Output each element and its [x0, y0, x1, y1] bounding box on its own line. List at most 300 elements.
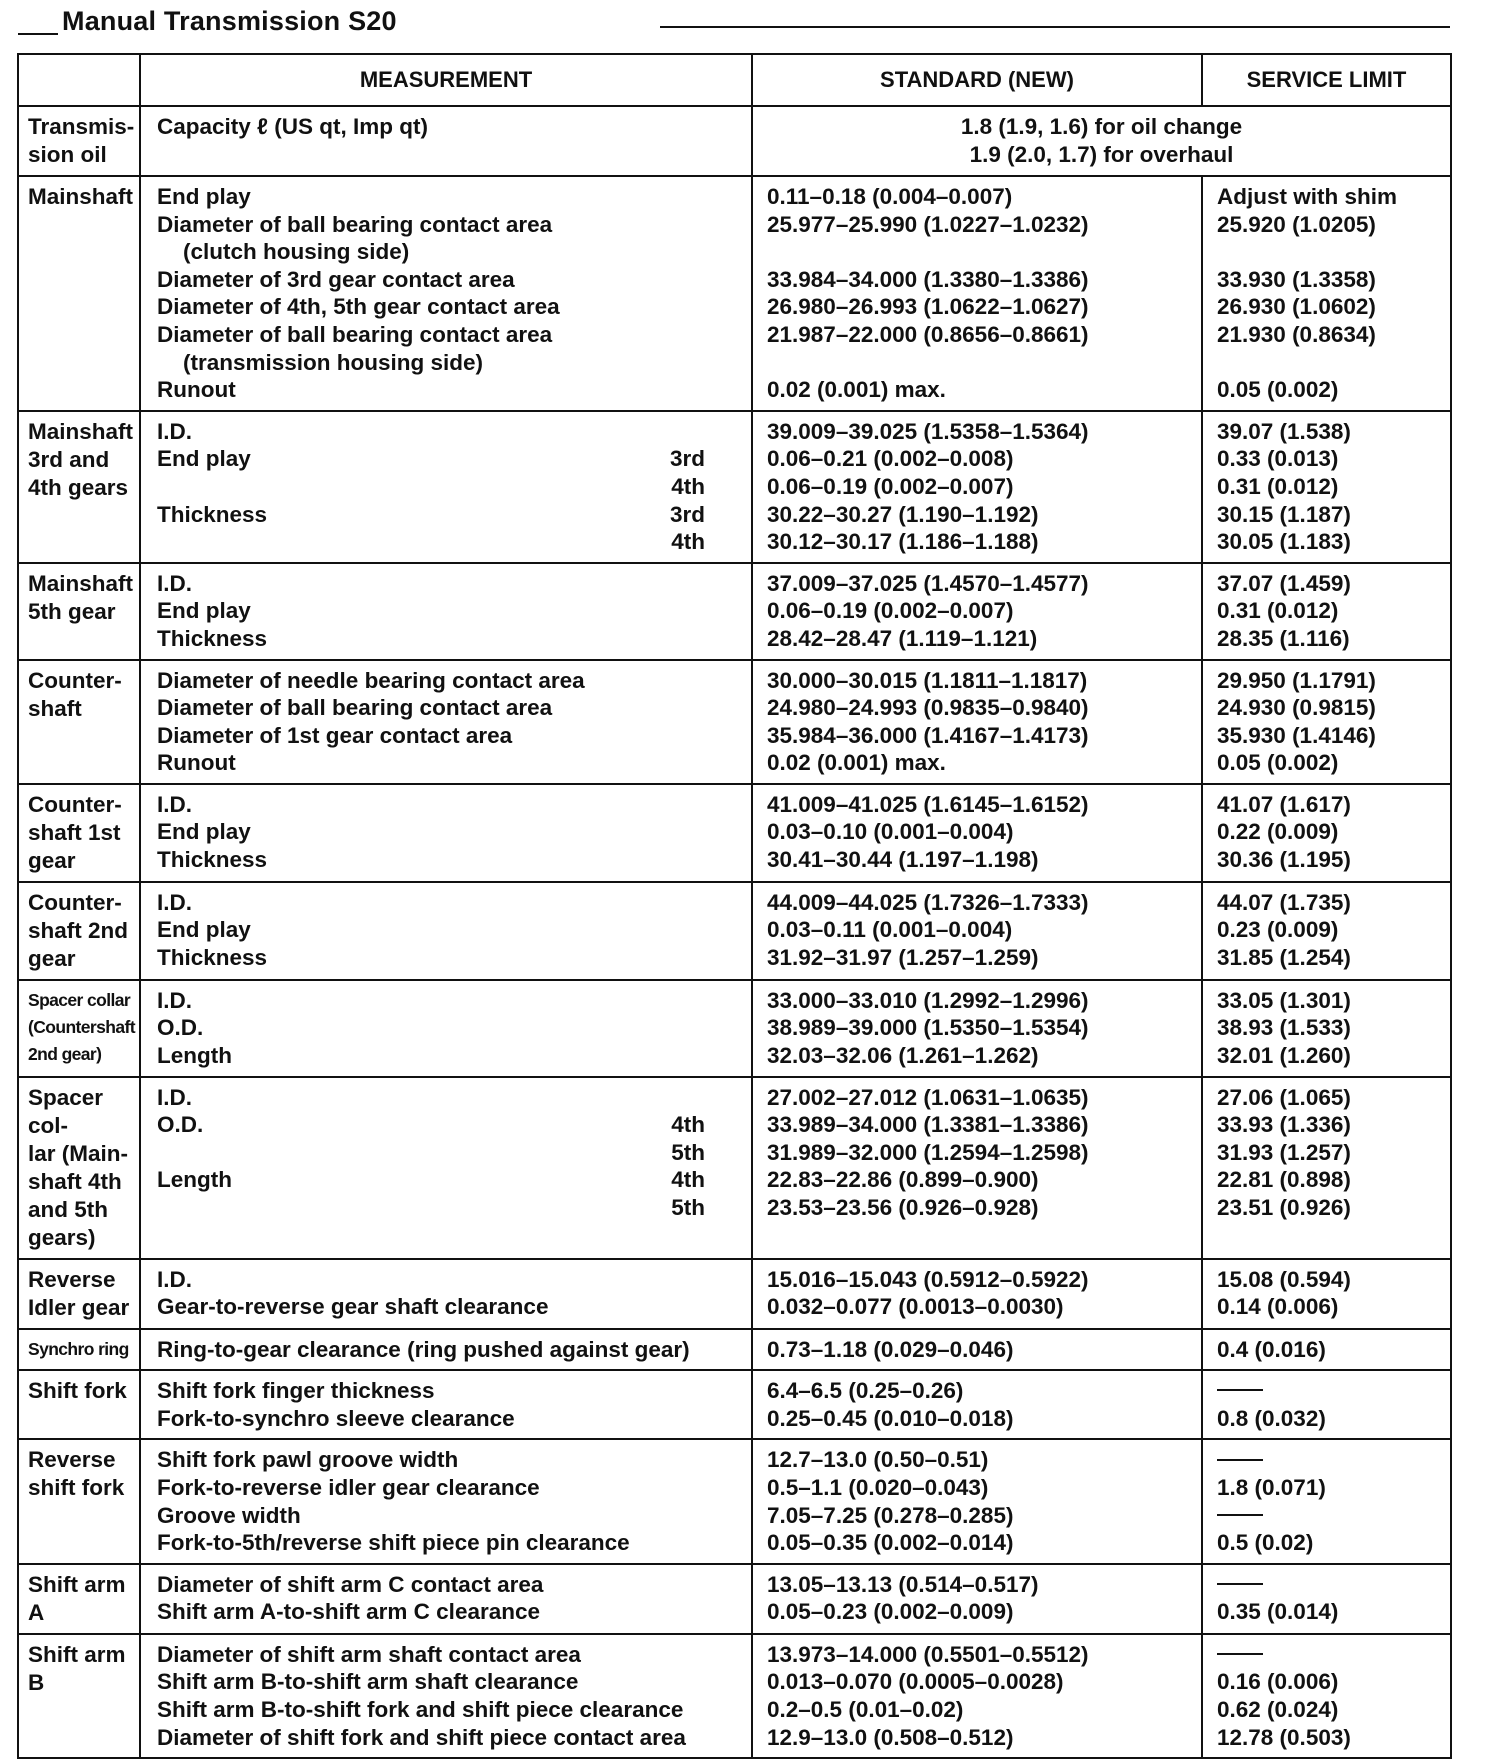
standard-value: 30.41–30.44 (1.197–1.198) — [767, 847, 1039, 873]
measurement-line — [157, 1084, 751, 1112]
measurement-cell — [140, 176, 752, 411]
measurement-label: Length — [157, 1167, 232, 1193]
table-row — [18, 1634, 1451, 1758]
measurement-line — [157, 376, 751, 404]
measurement-cell — [140, 660, 752, 784]
row-category — [18, 1370, 140, 1439]
measurement-line — [157, 1166, 751, 1194]
row-category — [18, 176, 140, 411]
measurement-label: Diameter of shift arm C contact area — [157, 1571, 544, 1597]
measurement-line — [157, 846, 751, 874]
service-limit-value: 21.930 (0.8634) — [1217, 321, 1376, 347]
table-row — [18, 660, 1451, 784]
measurement-line — [157, 445, 751, 473]
measurement-line — [157, 1571, 751, 1599]
table-row — [18, 1439, 1451, 1563]
standard-value: 0.03–0.11 (0.001–0.004) — [767, 917, 1013, 943]
service-limit-cell — [1202, 1077, 1451, 1259]
service-limit-cell — [1202, 1370, 1451, 1439]
service-limit-value: 35.930 (1.4146) — [1217, 722, 1376, 748]
row-category-label: Counter- shaft 2nd gear — [28, 889, 129, 971]
standard-cell — [752, 1634, 1202, 1758]
row-category-label: Spacer col- lar (Main- shaft 4th and 5th gears) — [28, 1084, 129, 1250]
service-limit-none — [1217, 1446, 1450, 1474]
standard-cell — [752, 1259, 1202, 1329]
measurement-line — [157, 1641, 751, 1669]
table-row — [18, 784, 1451, 882]
measurement-label: Shift fork pawl groove width — [157, 1447, 459, 1473]
measurement-cell — [140, 1564, 752, 1634]
measurement-label: Ring-to-gear clearance (ring pushed against gear) — [157, 1336, 690, 1362]
measurement-label: Diameter of 3rd gear contact area — [157, 266, 515, 292]
measurement-label: Runout — [157, 377, 236, 403]
measurement-line — [157, 597, 751, 625]
measurement-label: Shift arm A-to-shift arm C clearance — [157, 1599, 541, 1625]
standard-value: 31.989–32.000 (1.2594–1.2598) — [767, 1139, 1089, 1165]
service-limit-value: 0.5 (0.02) — [1217, 1530, 1314, 1556]
row-category — [18, 1564, 140, 1634]
service-limit-value: 0.05 (0.002) — [1217, 377, 1339, 403]
service-limit-value: 22.81 (0.898) — [1217, 1167, 1351, 1193]
standard-value: 15.016–15.043 (0.5912–0.5922) — [767, 1266, 1089, 1292]
measurement-cell — [140, 106, 752, 176]
measurement-label: Diameter of shift fork and shift piece contact area — [157, 1724, 686, 1750]
service-limit-cell — [1202, 1439, 1451, 1563]
service-limit-value: Adjust with shim — [1217, 184, 1397, 209]
standard-cell — [752, 1370, 1202, 1439]
measurement-label: End play — [157, 917, 251, 943]
standard-value: 35.984–36.000 (1.4167–1.4173) — [767, 722, 1089, 748]
service-limit-value: 31.93 (1.257) — [1217, 1139, 1351, 1165]
service-limit-value: 38.93 (1.533) — [1217, 1015, 1351, 1041]
service-limit-value: 28.35 (1.116) — [1217, 625, 1350, 651]
measurement-label: Fork-to-5th/reverse shift piece pin clearance — [157, 1530, 630, 1556]
spec-table — [17, 53, 1452, 1759]
table-row — [18, 411, 1451, 563]
service-limit-value: 0.35 (0.014) — [1217, 1599, 1339, 1625]
service-limit-value: 0.23 (0.009) — [1217, 917, 1339, 943]
measurement-line — [157, 1042, 751, 1070]
table-row — [18, 1259, 1451, 1329]
measurement-line — [157, 1266, 751, 1294]
row-category-label: Reverse shift fork — [28, 1447, 125, 1501]
service-limit-value: 30.36 (1.195) — [1217, 847, 1351, 873]
measurement-line — [157, 749, 751, 777]
measurement-line — [157, 1446, 751, 1474]
measurement-label: Shift fork finger thickness — [157, 1378, 435, 1404]
service-limit-value: 24.930 (0.9815) — [1217, 695, 1376, 721]
standard-value: 21.987–22.000 (0.8656–0.8661) — [767, 321, 1089, 347]
service-limit-cell — [1202, 1259, 1451, 1329]
measurement-line — [157, 944, 751, 972]
dash-mark — [1217, 1389, 1263, 1391]
measurement-label: Shift arm B-to-shift fork and shift piece clearance — [157, 1697, 684, 1722]
measurement-line — [157, 1724, 751, 1752]
table-row — [18, 563, 1451, 660]
measurement-label: Diameter of ball bearing contact area — [157, 695, 553, 721]
service-limit-value: 26.930 (1.0602) — [1217, 294, 1376, 320]
measurement-line — [157, 473, 751, 501]
measurement-label: (transmission housing side) — [183, 349, 484, 375]
measurement-label: I.D. — [157, 1084, 193, 1110]
standard-value: 27.002–27.012 (1.0631–1.0635) — [767, 1084, 1089, 1110]
service-limit-value: 33.930 (1.3358) — [1217, 266, 1376, 292]
measurement-line — [157, 1696, 751, 1724]
table-row — [18, 1329, 1451, 1371]
standard-cell — [752, 176, 1202, 411]
service-limit-value: 31.85 (1.254) — [1217, 945, 1351, 971]
table-row — [18, 1564, 1451, 1634]
measurement-line — [157, 694, 751, 722]
measurement-line — [157, 501, 751, 529]
measurement-cell — [140, 1439, 752, 1563]
measurement-line — [157, 570, 751, 598]
measurement-cell — [140, 411, 752, 563]
standard-value — [767, 349, 1201, 377]
standard-value: 26.980–26.993 (1.0622–1.0627) — [767, 294, 1089, 320]
measurement-line — [157, 1377, 751, 1405]
service-limit-value: 0.8 (0.032) — [1217, 1405, 1326, 1431]
measurement-label: Diameter of 4th, 5th gear contact area — [157, 294, 560, 320]
service-limit-none — [1217, 1502, 1450, 1530]
measurement-label: Diameter of ball bearing contact area — [157, 211, 553, 237]
measurement-label: Thickness — [157, 847, 268, 873]
service-limit-cell — [1202, 411, 1451, 563]
measurement-label: Diameter of needle bearing contact area — [157, 667, 585, 693]
measurement-label: O.D. — [157, 1015, 204, 1041]
header-service-limit: SERVICE LIMIT — [1202, 54, 1451, 106]
measurement-line — [157, 113, 751, 141]
measurement-label: I.D. — [157, 791, 193, 817]
gear-qualifier: 5th — [671, 1195, 705, 1221]
measurement-label: I.D. — [157, 889, 193, 915]
service-limit-value: 30.15 (1.187) — [1217, 501, 1351, 527]
service-limit-value: 0.05 (0.002) — [1217, 750, 1339, 776]
service-limit-value: 1.8 (0.071) — [1217, 1475, 1326, 1501]
standard-value: 44.009–44.025 (1.7326–1.7333) — [767, 889, 1089, 915]
standard-value: 1.8 (1.9, 1.6) for oil change — [960, 114, 1243, 139]
standard-value: 33.984–34.000 (1.3380–1.3386) — [767, 266, 1089, 292]
table-row — [18, 1077, 1451, 1259]
service-limit-value: 29.950 (1.1791) — [1217, 667, 1376, 693]
table-row — [18, 176, 1451, 411]
measurement-label: Diameter of shift arm shaft contact area — [157, 1641, 581, 1667]
spec-table-body — [18, 106, 1451, 1758]
measurement-label: I.D. — [157, 570, 193, 596]
standard-value: 0.06–0.19 (0.002–0.007) — [767, 598, 1014, 624]
row-category — [18, 1077, 140, 1259]
measurement-line — [157, 418, 751, 446]
service-limit-value: 37.07 (1.459) — [1217, 570, 1351, 596]
service-limit-value: 39.07 (1.538) — [1217, 418, 1351, 444]
service-limit-cell — [1202, 784, 1451, 882]
row-category-label: Shift arm A — [28, 1571, 126, 1625]
row-category — [18, 784, 140, 882]
standard-value: 28.42–28.47 (1.119–1.121) — [767, 625, 1038, 651]
service-limit-none — [1217, 1571, 1450, 1599]
standard-value: 12.9–13.0 (0.508–0.512) — [767, 1724, 1014, 1750]
measurement-label: End play — [157, 819, 251, 845]
service-limit-value — [1217, 238, 1450, 266]
measurement-cell — [140, 1259, 752, 1329]
service-limit-value: 12.78 (0.503) — [1217, 1724, 1351, 1750]
gear-qualifier: 4th — [671, 1167, 705, 1193]
measurement-line — [157, 1405, 751, 1433]
measurement-label: Thickness — [157, 945, 268, 971]
measurement-line — [157, 1293, 751, 1321]
row-category-label: Counter- shaft 1st gear — [28, 791, 122, 873]
measurement-cell — [140, 1634, 752, 1758]
standard-value: 22.83–22.86 (0.899–0.900) — [767, 1167, 1039, 1193]
measurement-cell — [140, 980, 752, 1077]
measurement-line — [157, 889, 751, 917]
page-title: Manual Transmission S20 — [62, 6, 397, 36]
standard-value: 7.05–7.25 (0.278–0.285) — [767, 1502, 1014, 1528]
service-limit-cell — [1202, 882, 1451, 980]
measurement-cell — [140, 882, 752, 980]
standard-cell — [752, 1329, 1202, 1371]
gear-qualifier: 5th — [671, 1139, 705, 1165]
header-standard: STANDARD (NEW) — [752, 54, 1202, 106]
table-row — [18, 106, 1451, 176]
row-category — [18, 980, 140, 1077]
measurement-line — [157, 266, 751, 294]
service-limit-value: 0.33 (0.013) — [1217, 446, 1339, 472]
measurement-line — [157, 987, 751, 1015]
standard-value: 13.05–13.13 (0.514–0.517) — [767, 1571, 1039, 1597]
measurement-cell — [140, 563, 752, 660]
service-limit-value: 0.4 (0.016) — [1217, 1336, 1326, 1362]
measurement-label: Shift arm B-to-shift arm shaft clearance — [157, 1669, 579, 1695]
row-category-label: Mainshaft 3rd and 4th gears — [28, 418, 134, 500]
service-limit-value — [1217, 349, 1450, 377]
standard-cell — [752, 882, 1202, 980]
standard-cell — [752, 106, 1451, 176]
service-limit-value: 0.31 (0.012) — [1217, 598, 1339, 624]
service-limit-none — [1217, 1641, 1450, 1669]
gear-qualifier: 4th — [671, 529, 705, 555]
section-header — [0, 0, 1504, 60]
row-category — [18, 1439, 140, 1563]
measurement-line — [157, 293, 751, 321]
standard-value: 31.92–31.97 (1.257–1.259) — [767, 945, 1039, 971]
standard-cell — [752, 980, 1202, 1077]
row-category-label: Mainshaft 5th gear — [28, 570, 134, 624]
measurement-label: Thickness — [157, 625, 268, 651]
measurement-label: Fork-to-synchro sleeve clearance — [157, 1405, 515, 1431]
measurement-label: O.D. — [157, 1112, 204, 1138]
service-limit-value: 0.16 (0.006) — [1217, 1669, 1339, 1695]
measurement-label: I.D. — [157, 418, 193, 444]
service-limit-value: 23.51 (0.926) — [1217, 1195, 1351, 1221]
service-limit-cell — [1202, 176, 1451, 411]
row-category — [18, 1634, 140, 1758]
measurement-cell — [140, 1370, 752, 1439]
standard-value: 0.25–0.45 (0.010–0.018) — [767, 1405, 1014, 1431]
standard-value: 0.06–0.19 (0.002–0.007) — [767, 473, 1014, 499]
standard-value: 0.2–0.5 (0.01–0.02) — [767, 1697, 964, 1722]
dash-mark — [1217, 1514, 1263, 1516]
measurement-line — [157, 1502, 751, 1530]
standard-value: 0.05–0.35 (0.002–0.014) — [767, 1530, 1014, 1556]
service-limit-value: 15.08 (0.594) — [1217, 1266, 1351, 1292]
gear-qualifier: 3rd — [669, 446, 705, 472]
row-category-label: Reverse Idler gear — [28, 1266, 130, 1320]
header-measurement: MEASUREMENT — [140, 54, 752, 106]
standard-value: 25.977–25.990 (1.0227–1.0232) — [767, 211, 1089, 237]
row-category — [18, 1329, 140, 1371]
service-limit-value: 0.14 (0.006) — [1217, 1294, 1339, 1320]
standard-value: 0.5–1.1 (0.020–0.043) — [767, 1475, 989, 1501]
standard-value: 0.03–0.10 (0.001–0.004) — [767, 819, 1014, 845]
standard-value: 30.000–30.015 (1.1811–1.1817) — [767, 667, 1088, 693]
row-category-label: Counter- shaft — [28, 667, 122, 721]
standard-cell — [752, 1564, 1202, 1634]
gear-qualifier: 3rd — [669, 501, 705, 527]
measurement-label: End play — [157, 184, 251, 209]
measurement-label: End play — [157, 446, 251, 472]
measurement-label: End play — [157, 598, 251, 624]
measurement-label: Diameter of 1st gear contact area — [157, 722, 513, 748]
standard-cell — [752, 1077, 1202, 1259]
row-category — [18, 563, 140, 660]
service-limit-cell — [1202, 1329, 1451, 1371]
row-category-label: Shift arm B — [28, 1641, 126, 1695]
table-row — [18, 882, 1451, 980]
service-limit-cell — [1202, 563, 1451, 660]
measurement-line — [157, 1139, 751, 1167]
standard-value: 13.973–14.000 (0.5501–0.5512) — [767, 1641, 1089, 1667]
measurement-line — [157, 1598, 751, 1626]
standard-cell — [752, 660, 1202, 784]
standard-value: 0.013–0.070 (0.0005–0.0028) — [767, 1669, 1064, 1695]
table-row — [18, 980, 1451, 1077]
dash-mark — [1217, 1583, 1263, 1585]
standard-value: 0.05–0.23 (0.002–0.009) — [767, 1599, 1014, 1625]
standard-value: 38.989–39.000 (1.5350–1.5354) — [767, 1015, 1089, 1041]
standard-value: 0.02 (0.001) max. — [767, 377, 946, 403]
measurement-label: Fork-to-reverse idler gear clearance — [157, 1475, 540, 1501]
service-limit-value: 41.07 (1.617) — [1217, 791, 1351, 817]
measurement-line — [157, 141, 751, 169]
measurement-label: Gear-to-reverse gear shaft clearance — [157, 1294, 549, 1320]
measurement-cell — [140, 1077, 752, 1259]
header-row — [18, 54, 1451, 106]
service-limit-value: 25.920 (1.0205) — [1217, 211, 1376, 237]
service-limit-cell — [1202, 1564, 1451, 1634]
measurement-line — [157, 349, 751, 377]
service-limit-value: 0.22 (0.009) — [1217, 819, 1339, 845]
standard-value: 37.009–37.025 (1.4570–1.4577) — [767, 570, 1089, 596]
standard-value: 0.73–1.18 (0.029–0.046) — [767, 1336, 1014, 1362]
measurement-line — [157, 625, 751, 653]
measurement-label: Groove width — [157, 1502, 301, 1528]
measurement-line — [157, 238, 751, 266]
measurement-line — [157, 1194, 751, 1222]
measurement-line — [157, 183, 751, 211]
standard-value: 0.11–0.18 (0.004–0.007) — [767, 184, 1013, 209]
measurement-cell — [140, 1329, 752, 1371]
service-limit-value: 33.93 (1.336) — [1217, 1112, 1351, 1138]
measurement-line — [157, 528, 751, 556]
service-limit-value: 0.31 (0.012) — [1217, 473, 1339, 499]
measurement-cell — [140, 784, 752, 882]
row-category — [18, 106, 140, 176]
measurement-line — [157, 1529, 751, 1557]
standard-value: 0.02 (0.001) max. — [767, 750, 946, 776]
standard-value: 12.7–13.0 (0.50–0.51) — [767, 1447, 989, 1473]
service-limit-cell — [1202, 1634, 1451, 1758]
measurement-label: Diameter of ball bearing contact area — [157, 321, 553, 347]
service-limit-value: 30.05 (1.183) — [1217, 529, 1351, 555]
service-limit-none — [1217, 1377, 1450, 1405]
standard-value: 6.4–6.5 (0.25–0.26) — [767, 1378, 964, 1404]
service-limit-cell — [1202, 660, 1451, 784]
row-category — [18, 1259, 140, 1329]
measurement-line — [157, 1336, 751, 1364]
measurement-label: Runout — [157, 750, 236, 776]
measurement-label: Thickness — [157, 501, 268, 527]
measurement-line — [157, 916, 751, 944]
standard-cell — [752, 411, 1202, 563]
row-category — [18, 411, 140, 563]
measurement-line — [157, 1474, 751, 1502]
standard-value: 32.03–32.06 (1.261–1.262) — [767, 1043, 1039, 1069]
measurement-line — [157, 791, 751, 819]
standard-value — [767, 238, 1201, 266]
gear-qualifier: 4th — [671, 1112, 705, 1138]
standard-value: 24.980–24.993 (0.9835–0.9840) — [767, 695, 1089, 721]
service-limit-value: 0.62 (0.024) — [1217, 1697, 1339, 1722]
row-category-label: Shift fork — [28, 1378, 127, 1404]
standard-value: 33.000–33.010 (1.2992–1.2996) — [767, 987, 1089, 1013]
measurement-line — [157, 1111, 751, 1139]
header-category — [18, 54, 140, 106]
measurement-line — [157, 818, 751, 846]
dash-mark — [1217, 1459, 1263, 1461]
service-limit-value: 44.07 (1.735) — [1217, 889, 1351, 915]
header-rule-left — [18, 33, 58, 35]
standard-value: 1.9 (2.0, 1.7) for overhaul — [969, 141, 1234, 167]
standard-value: 41.009–41.025 (1.6145–1.6152) — [767, 791, 1089, 817]
standard-value: 0.06–0.21 (0.002–0.008) — [767, 446, 1014, 472]
service-limit-cell — [1202, 980, 1451, 1077]
standard-cell — [752, 1439, 1202, 1563]
row-category — [18, 660, 140, 784]
measurement-label: Length — [157, 1043, 232, 1069]
row-category-label: Spacer collar (Countershaft 2nd gear) — [28, 989, 135, 1064]
service-limit-value: 32.01 (1.260) — [1217, 1043, 1351, 1069]
standard-value: 30.22–30.27 (1.190–1.192) — [767, 501, 1039, 527]
gear-qualifier: 4th — [671, 473, 705, 499]
table-row — [18, 1370, 1451, 1439]
header-rule-right — [660, 26, 1450, 28]
standard-value: 30.12–30.17 (1.186–1.188) — [767, 529, 1039, 555]
dash-mark — [1217, 1653, 1263, 1655]
service-limit-value: 27.06 (1.065) — [1217, 1084, 1351, 1110]
service-limit-value: 33.05 (1.301) — [1217, 987, 1351, 1013]
row-category-label: Mainshaft — [28, 184, 134, 209]
standard-cell — [752, 784, 1202, 882]
standard-value: 23.53–23.56 (0.926–0.928) — [767, 1195, 1039, 1221]
standard-value: 0.032–0.077 (0.0013–0.0030) — [767, 1294, 1064, 1320]
measurement-line — [157, 667, 751, 695]
standard-value: 39.009–39.025 (1.5358–1.5364) — [767, 418, 1089, 444]
measurement-line — [157, 722, 751, 750]
row-category — [18, 882, 140, 980]
measurement-line — [157, 211, 751, 239]
row-category-label: Synchro ring — [28, 1338, 129, 1359]
